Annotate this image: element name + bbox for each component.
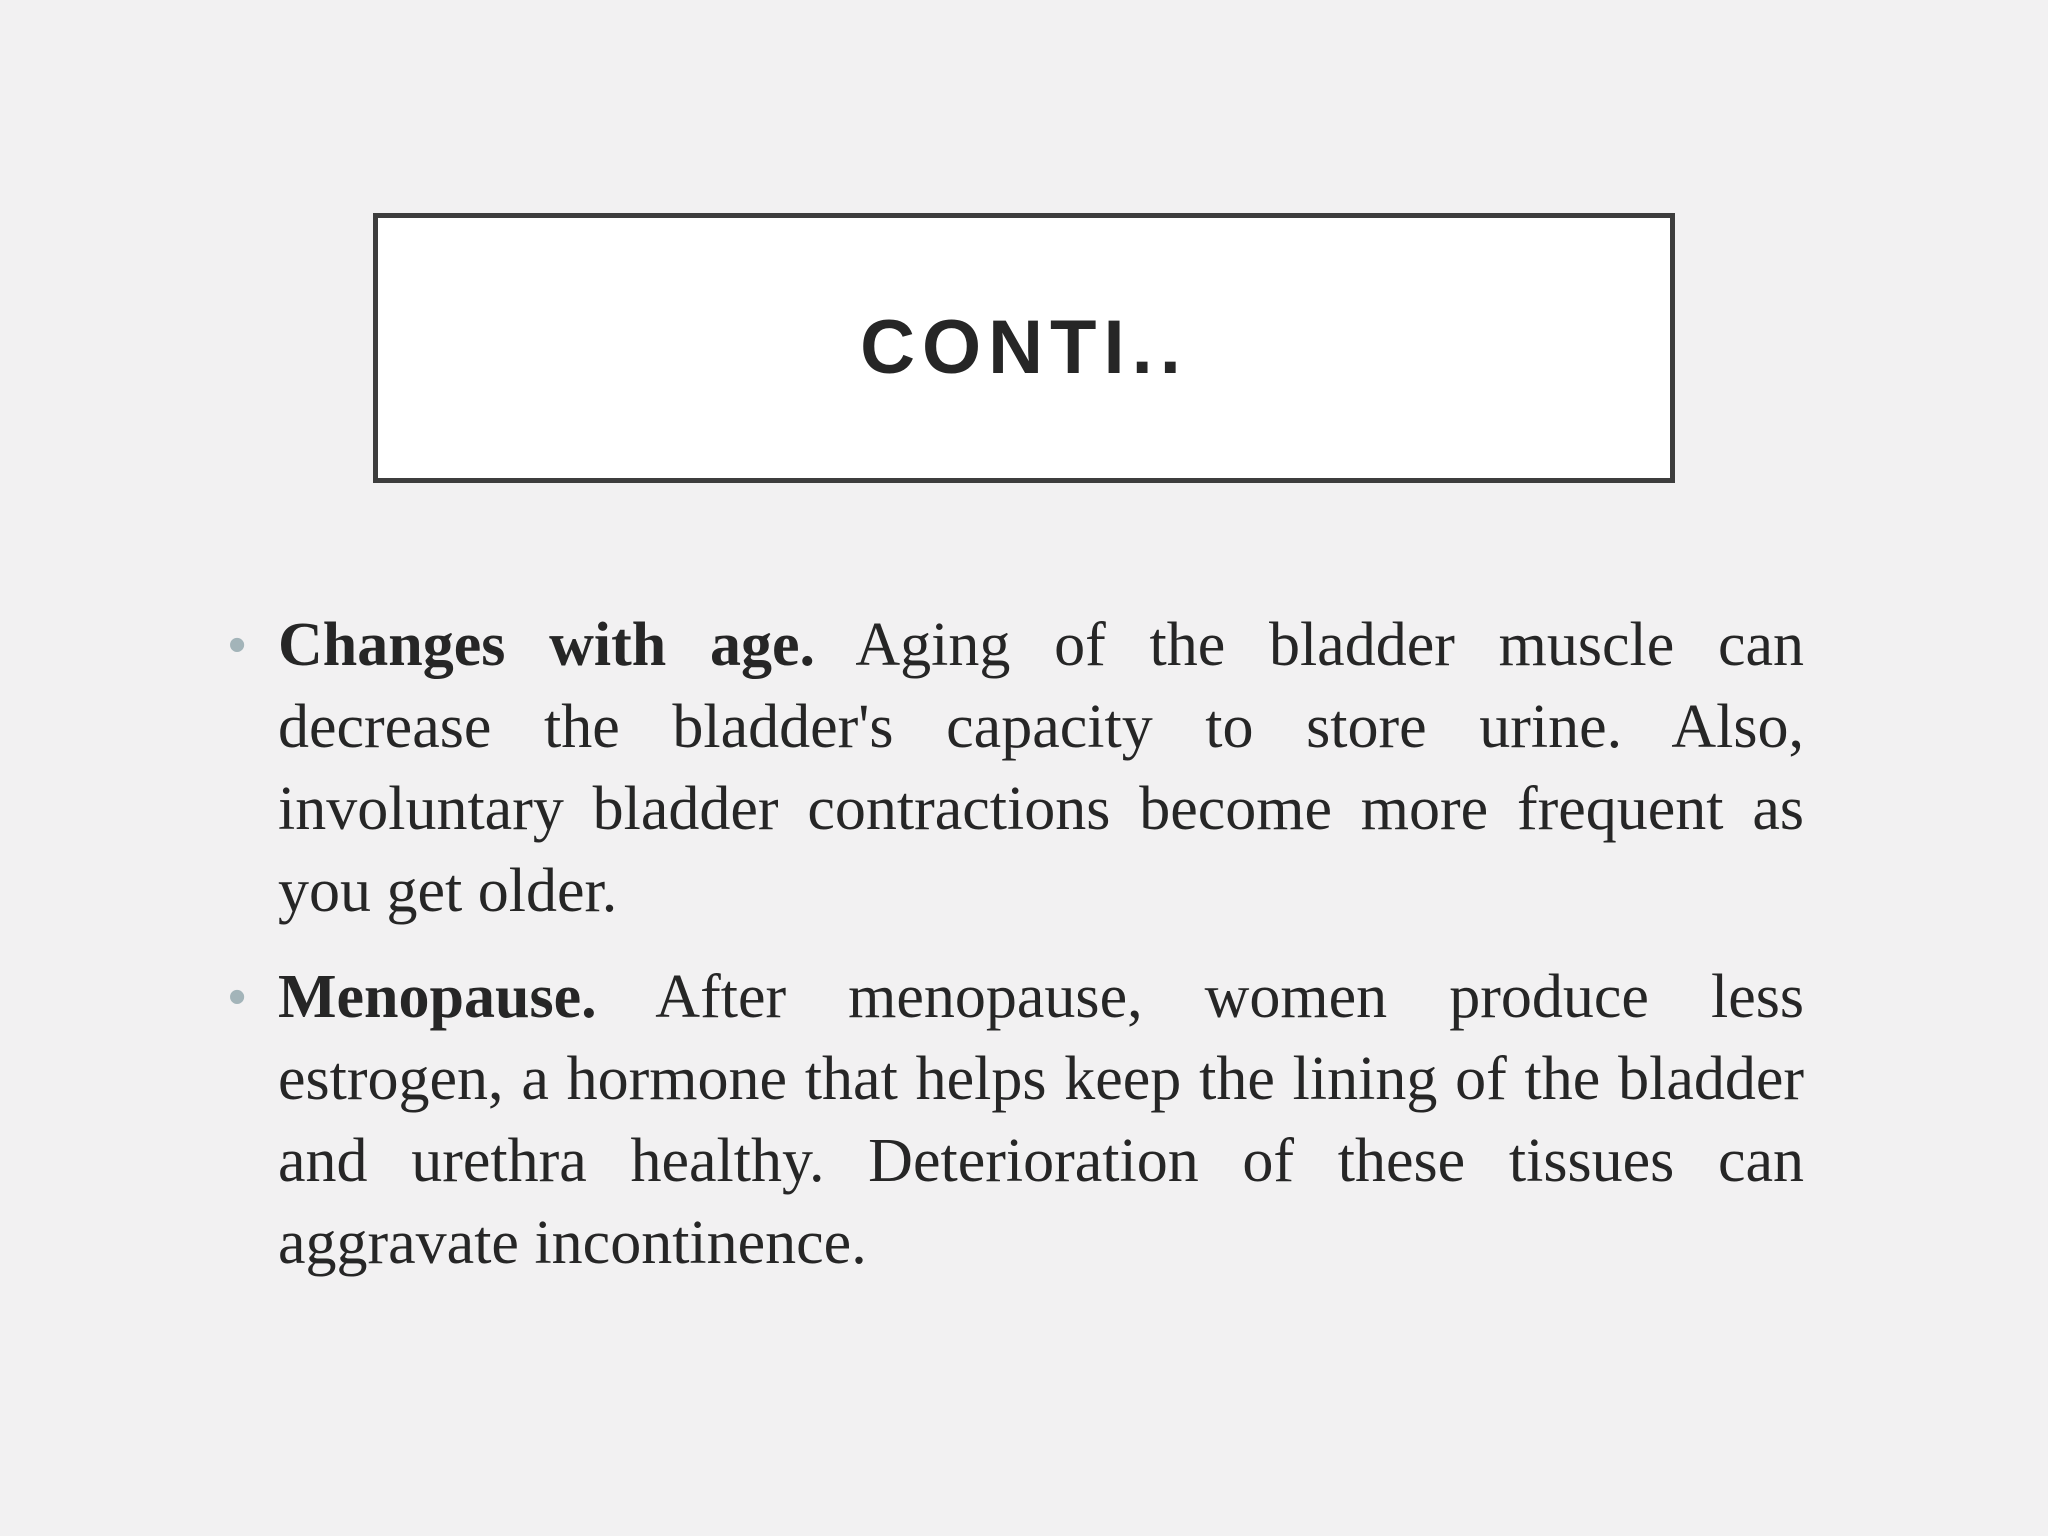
bullet-heading: Menopause. bbox=[278, 963, 597, 1031]
bullet-dot-icon: • bbox=[228, 616, 247, 674]
slide-title: CONTI.. bbox=[860, 304, 1188, 390]
bullet-dot-icon: • bbox=[228, 968, 247, 1026]
title-box bbox=[373, 213, 1675, 483]
bullet-heading: Changes with age. bbox=[278, 611, 816, 679]
bullet-item-changes-with-age bbox=[228, 604, 1804, 932]
bullet-text bbox=[278, 956, 1804, 1284]
bullet-body: After menopause, women produce less estrogen, a hormone that helps keep the lining of the bladder and urethra healthy. Deterioration of these tissues can aggravate incontinence. bbox=[278, 963, 1804, 1277]
bullet-body: Aging of the bladder muscle can decrease the bladder's capacity to store urine. Also, involuntary bladder contractions become more frequent as you get older. bbox=[278, 611, 1804, 925]
bullet-list bbox=[228, 604, 1804, 1308]
bullet-text bbox=[278, 604, 1804, 932]
bullet-item-menopause bbox=[228, 956, 1804, 1284]
